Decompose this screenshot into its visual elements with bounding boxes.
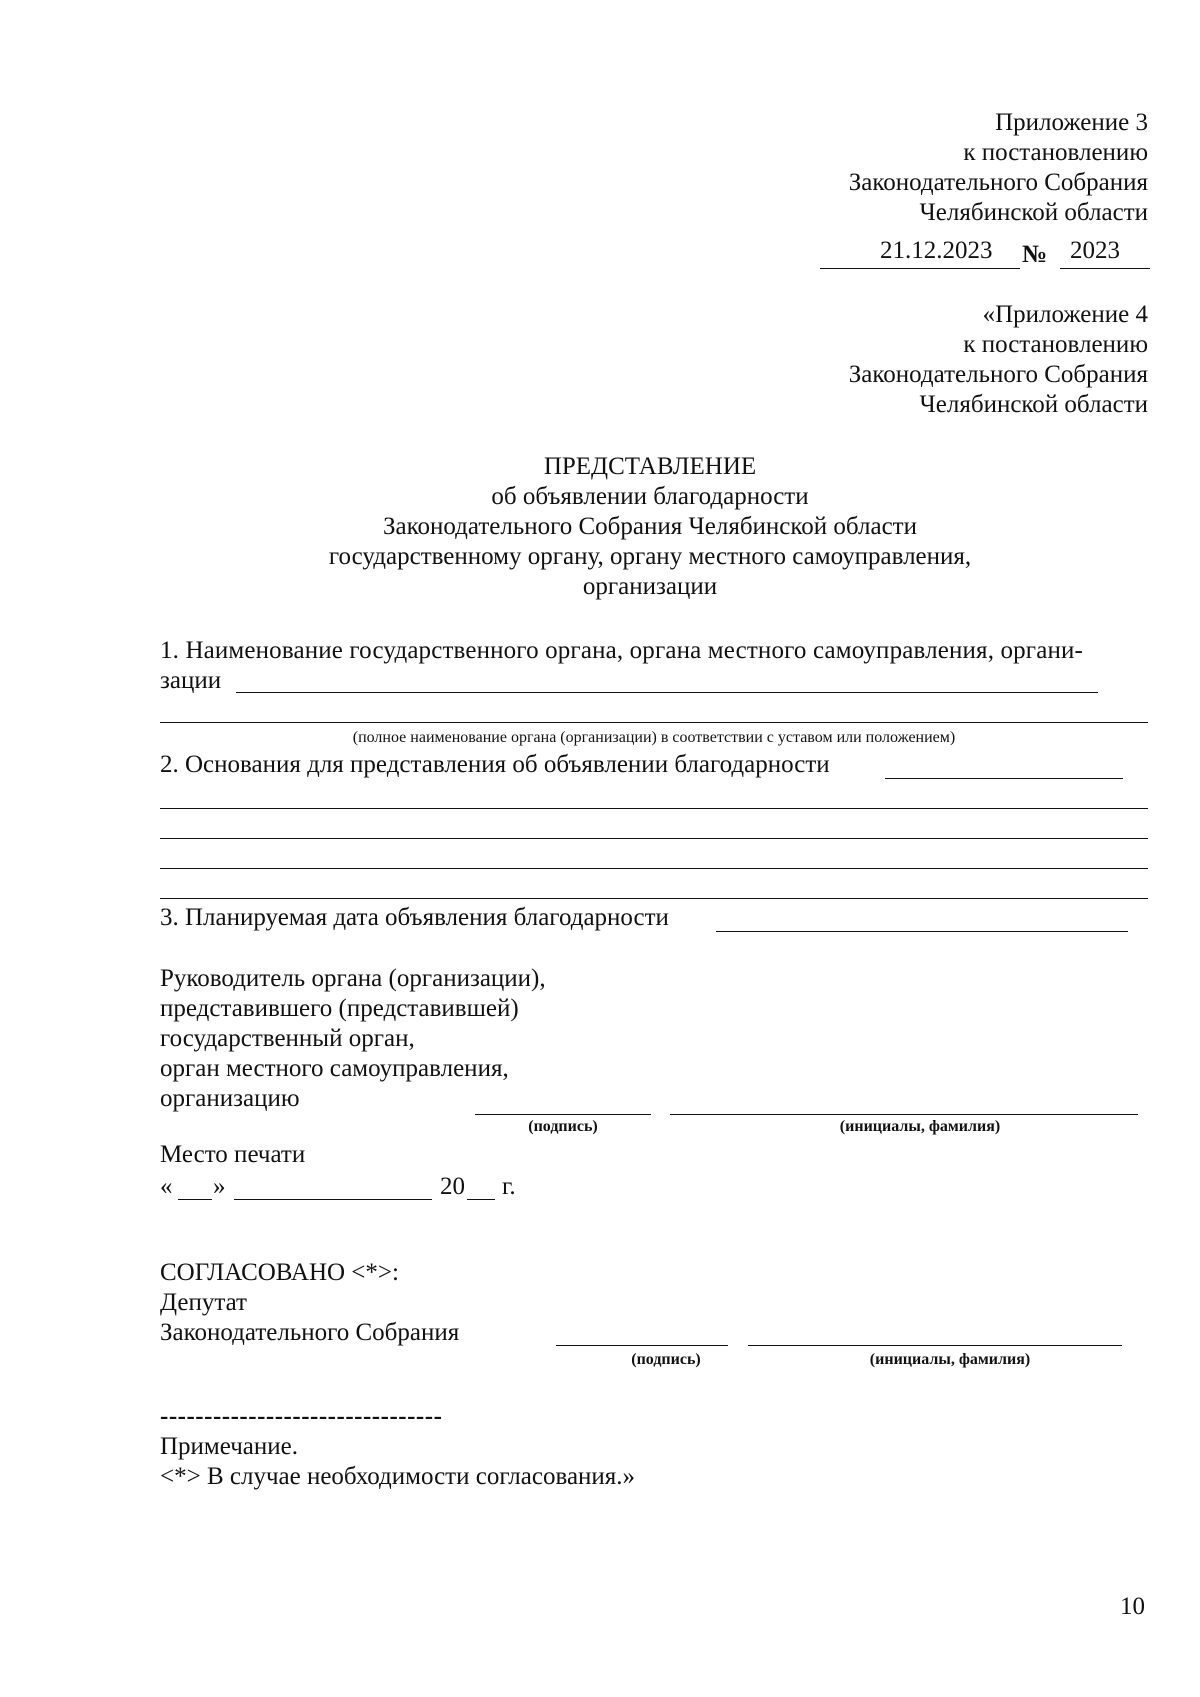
approval-assembly: Законодательного Собрания <box>160 1319 460 1346</box>
title-line-3: Законодательного Собрания Челябинской области <box>383 513 917 540</box>
approval-block <box>160 1258 459 1348</box>
stamp-label: Место печати <box>160 1141 306 1168</box>
number-underline <box>1060 268 1150 269</box>
head-name-caption: (инициалы, фамилия) <box>839 1118 1001 1135</box>
approval-label: СОГЛАСОВАНО <*>: <box>160 1259 399 1286</box>
head-line-2: представившего (представившей) <box>160 995 519 1022</box>
head-line-1: Руководитель органа (организации), <box>160 965 546 992</box>
section2-label: 2. Основания для представления об объявлении благодарности <box>160 751 830 778</box>
appendix4-resolution: к постановлению <box>963 331 1148 358</box>
approval-signature-line[interactable] <box>556 1345 728 1346</box>
appendix3-block <box>700 108 1148 228</box>
title-line-2: об объявлении благодарности <box>491 483 809 510</box>
grounds-field-line-2[interactable] <box>160 808 1148 809</box>
approval-signature-caption: (подпись) <box>631 1351 701 1368</box>
day-field-line[interactable] <box>178 1199 212 1200</box>
section3-label: 3. Планируемая дата объявления благодарности <box>160 904 669 931</box>
org-name-field-line[interactable] <box>236 692 1098 693</box>
appendix4-region: Челябинской области <box>919 391 1148 418</box>
note-label: Примечание. <box>160 1433 299 1460</box>
appendix4-assembly: Законодательного Собрания <box>848 361 1148 388</box>
org-name-caption: (полное наименование органа (организации) в соответствии с уставом или положением) <box>352 729 956 746</box>
grounds-field-line-3[interactable] <box>160 838 1148 839</box>
approval-name-caption: (инициалы, фамилия) <box>869 1351 1031 1368</box>
year-suffix: г. <box>502 1173 516 1200</box>
year-prefix: 20 <box>440 1173 465 1200</box>
appendix3-date: 21.12.2023 <box>880 237 993 264</box>
approval-deputy: Депутат <box>160 1289 247 1316</box>
document-title-block <box>160 452 1140 602</box>
appendix3-assembly: Законодательного Собрания <box>848 169 1148 196</box>
appendix3-number: 2023 <box>1070 237 1120 264</box>
section1-label: 1. Наименование государственного органа, органа местного самоуправления, органи- <box>160 637 1083 664</box>
grounds-field-line-4[interactable] <box>160 868 1148 869</box>
head-signature-line[interactable] <box>475 1114 651 1115</box>
grounds-field-line-1[interactable] <box>885 778 1123 779</box>
planned-date-field-line[interactable] <box>716 931 1128 932</box>
document-title: ПРЕДСТАВЛЕНИЕ <box>543 453 757 480</box>
org-name-field-line-2[interactable] <box>160 722 1148 723</box>
head-line-4: орган местного самоуправления, <box>160 1055 509 1082</box>
appendix3-region: Челябинской области <box>919 199 1148 226</box>
appendix3-title: Приложение 3 <box>995 109 1148 136</box>
page-number: 10 <box>1120 1593 1145 1620</box>
note-text: <*> В случае необходимости согласования.» <box>160 1463 636 1490</box>
head-signature-caption: (подпись) <box>528 1118 598 1135</box>
head-name-line[interactable] <box>670 1114 1138 1115</box>
number-sign: № <box>1022 241 1048 268</box>
head-line-3: государственный орган, <box>160 1025 415 1052</box>
date-underline <box>820 268 1020 269</box>
head-block <box>160 964 546 1114</box>
quote-open: « <box>160 1173 173 1200</box>
appendix4-block <box>700 300 1148 420</box>
quote-close: » <box>213 1173 226 1200</box>
section1-label-cont: зации <box>160 667 222 694</box>
appendix4-title: «Приложение 4 <box>982 301 1148 328</box>
title-line-5: организации <box>582 573 718 600</box>
head-line-5: организацию <box>160 1085 300 1112</box>
approval-name-line[interactable] <box>748 1345 1122 1346</box>
appendix3-resolution: к постановлению <box>963 139 1148 166</box>
month-field-line[interactable] <box>234 1199 432 1200</box>
title-line-4: государственному органу, органу местного самоуправления, <box>328 543 972 570</box>
year-field-line[interactable] <box>467 1199 495 1200</box>
note-separator: -------------------------------- <box>160 1403 443 1430</box>
grounds-field-line-5[interactable] <box>160 898 1148 899</box>
